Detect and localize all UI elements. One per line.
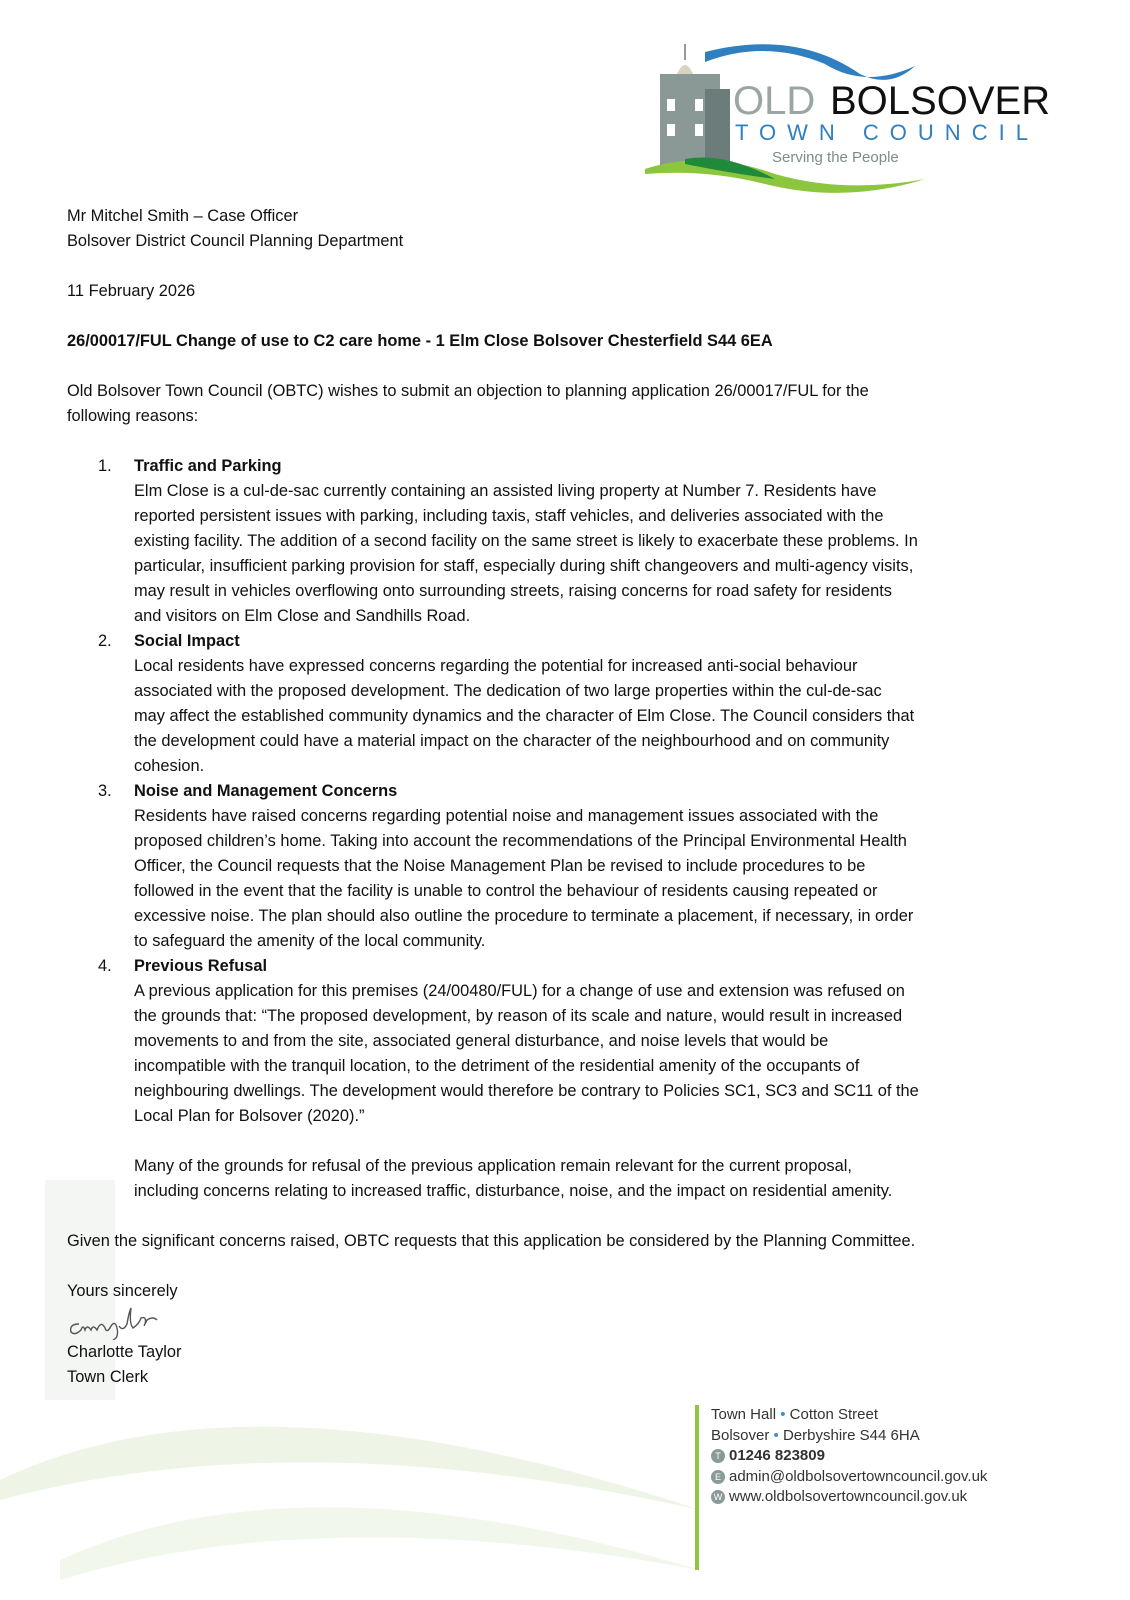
- item-line: movements to and from the site, associated general disturbance, and noise levels that would be: [134, 1032, 829, 1050]
- item-line: reported persistent issues with parking, including taxis, staff vehicles, and deliveries associated with the: [134, 507, 884, 525]
- item-line: and visitors on Elm Close and Sandhills Road.: [134, 607, 471, 625]
- item-line: Many of the grounds for refusal of the previous application remain relevant for the current proposal,: [134, 1157, 852, 1175]
- item-title: Previous Refusal: [134, 957, 267, 975]
- item-line: including concerns relating to increased traffic, disturbance, noise, and the impact on residential amenity.: [134, 1182, 893, 1200]
- letter-body: [67, 204, 1067, 1390]
- item-line: particular, insufficient parking provision for staff, especially during shift changeovers and multi-agency visits,: [134, 557, 914, 575]
- item-line: existing facility. The addition of a second facility on the same street is likely to exacerbate these problems. In: [134, 532, 918, 550]
- logo-tagline: Serving the People: [772, 149, 899, 166]
- address-town-hall: Town Hall: [711, 1406, 777, 1423]
- phone-icon: T: [711, 1449, 725, 1463]
- email-icon: E: [711, 1470, 725, 1484]
- item-line: followed in the event that the facility is unable to control the behaviour of residents causing repeated or: [134, 882, 878, 900]
- item-number: 1.: [98, 457, 112, 475]
- phone-number: 01246 823809: [729, 1447, 825, 1464]
- signature: [67, 1304, 1067, 1340]
- item-number: 4.: [98, 957, 112, 975]
- item-title: Traffic and Parking: [134, 457, 282, 475]
- item-line: associated with the proposed development. The dedication of two large properties within the cul-de-sac: [134, 682, 882, 700]
- objection-item: [67, 779, 1067, 954]
- objection-item: [67, 954, 1067, 1204]
- address-town: Bolsover: [711, 1426, 770, 1444]
- item-line: cohesion.: [134, 757, 205, 775]
- item-line: may result in vehicles overflowing onto surrounding streets, raising concerns for road safety for residents: [134, 582, 892, 600]
- closing: Yours sincerely: [67, 1282, 178, 1300]
- objection-item: [67, 454, 1067, 629]
- web-icon: W: [711, 1490, 725, 1504]
- item-line: excessive noise. The plan should also outline the procedure to terminate a placement, if necessary, in order: [134, 907, 914, 925]
- email-address[interactable]: admin@oldbolsovertowncouncil.gov.uk: [729, 1467, 988, 1485]
- item-line: Officer, the Council requests that the Noise Management Plan be revised to include procedures to be: [134, 857, 866, 875]
- item-line: Local Plan for Bolsover (2020).”: [134, 1107, 365, 1125]
- logo-town-council: TOWN COUNCIL: [735, 120, 1039, 145]
- item-line: the development could have a material impact on the character of the neighbourhood and on community: [134, 732, 890, 750]
- signatory-name: Charlotte Taylor: [67, 1343, 182, 1361]
- item-line: A previous application for this premises (24/00480/FUL) for a change of use and extension was refused on: [134, 982, 905, 1000]
- intro-line: following reasons:: [67, 407, 199, 425]
- address-street: Cotton Street: [789, 1406, 879, 1423]
- bullet: •: [780, 1406, 786, 1423]
- item-title: Noise and Management Concerns: [134, 782, 398, 800]
- item-line: the grounds that: “The proposed development, by reason of its scale and nature, would result in increased: [134, 1007, 903, 1025]
- item-line: [134, 1129, 1067, 1154]
- letter-date: 11 February 2026: [67, 282, 196, 300]
- item-number: 2.: [98, 632, 112, 650]
- item-line: to safeguard the amenity of the local community.: [134, 932, 486, 950]
- footer-contact: [695, 1405, 987, 1570]
- signatory-role: Town Clerk: [67, 1368, 149, 1386]
- objection-list: [67, 454, 1067, 1204]
- objection-item: [67, 629, 1067, 779]
- logo-bolsover: BOLSOVER: [830, 79, 1051, 123]
- item-number: 3.: [98, 782, 112, 800]
- item-line: Residents have raised concerns regarding potential noise and management issues associated with the: [134, 807, 879, 825]
- item-line: Elm Close is a cul-de-sac currently containing an assisted living property at Number 7. Residents have: [134, 482, 877, 500]
- recipient-line: Bolsover District Council Planning Department: [67, 232, 404, 250]
- recipient-line: Mr Mitchel Smith – Case Officer: [67, 207, 299, 225]
- item-line: Local residents have expressed concerns regarding the potential for increased anti-social behaviour: [134, 657, 858, 675]
- item-title: Social Impact: [134, 632, 240, 650]
- item-line: neighbouring dwellings. The development would therefore be contrary to Policies SC1, SC3 and SC11 of the: [134, 1082, 919, 1100]
- item-line: incompatible with the tranquil location, to the detriment of the residential amenity of the occupants of: [134, 1057, 860, 1075]
- conclusion: Given the significant concerns raised, OBTC requests that this application be considered by the Planning Committee.: [67, 1232, 916, 1250]
- council-logo: [645, 34, 1065, 199]
- website[interactable]: www.oldbolsovertowncouncil.gov.uk: [729, 1488, 968, 1505]
- letter-subject: 26/00017/FUL Change of use to C2 care home - 1 Elm Close Bolsover Chesterfield S44 6EA: [67, 332, 773, 350]
- bullet: •: [773, 1426, 779, 1444]
- item-line: may affect the established community dynamics and the character of Elm Close. The Council considers that: [134, 707, 915, 725]
- item-line: proposed children’s home. Taking into account the recommendations of the Principal Environmental Health: [134, 832, 907, 850]
- logo-old: OLD: [733, 79, 816, 123]
- address-county: Derbyshire S44 6HA: [782, 1426, 920, 1444]
- intro-line: Old Bolsover Town Council (OBTC) wishes to submit an objection to planning application 26/00017/FUL for the: [67, 382, 869, 400]
